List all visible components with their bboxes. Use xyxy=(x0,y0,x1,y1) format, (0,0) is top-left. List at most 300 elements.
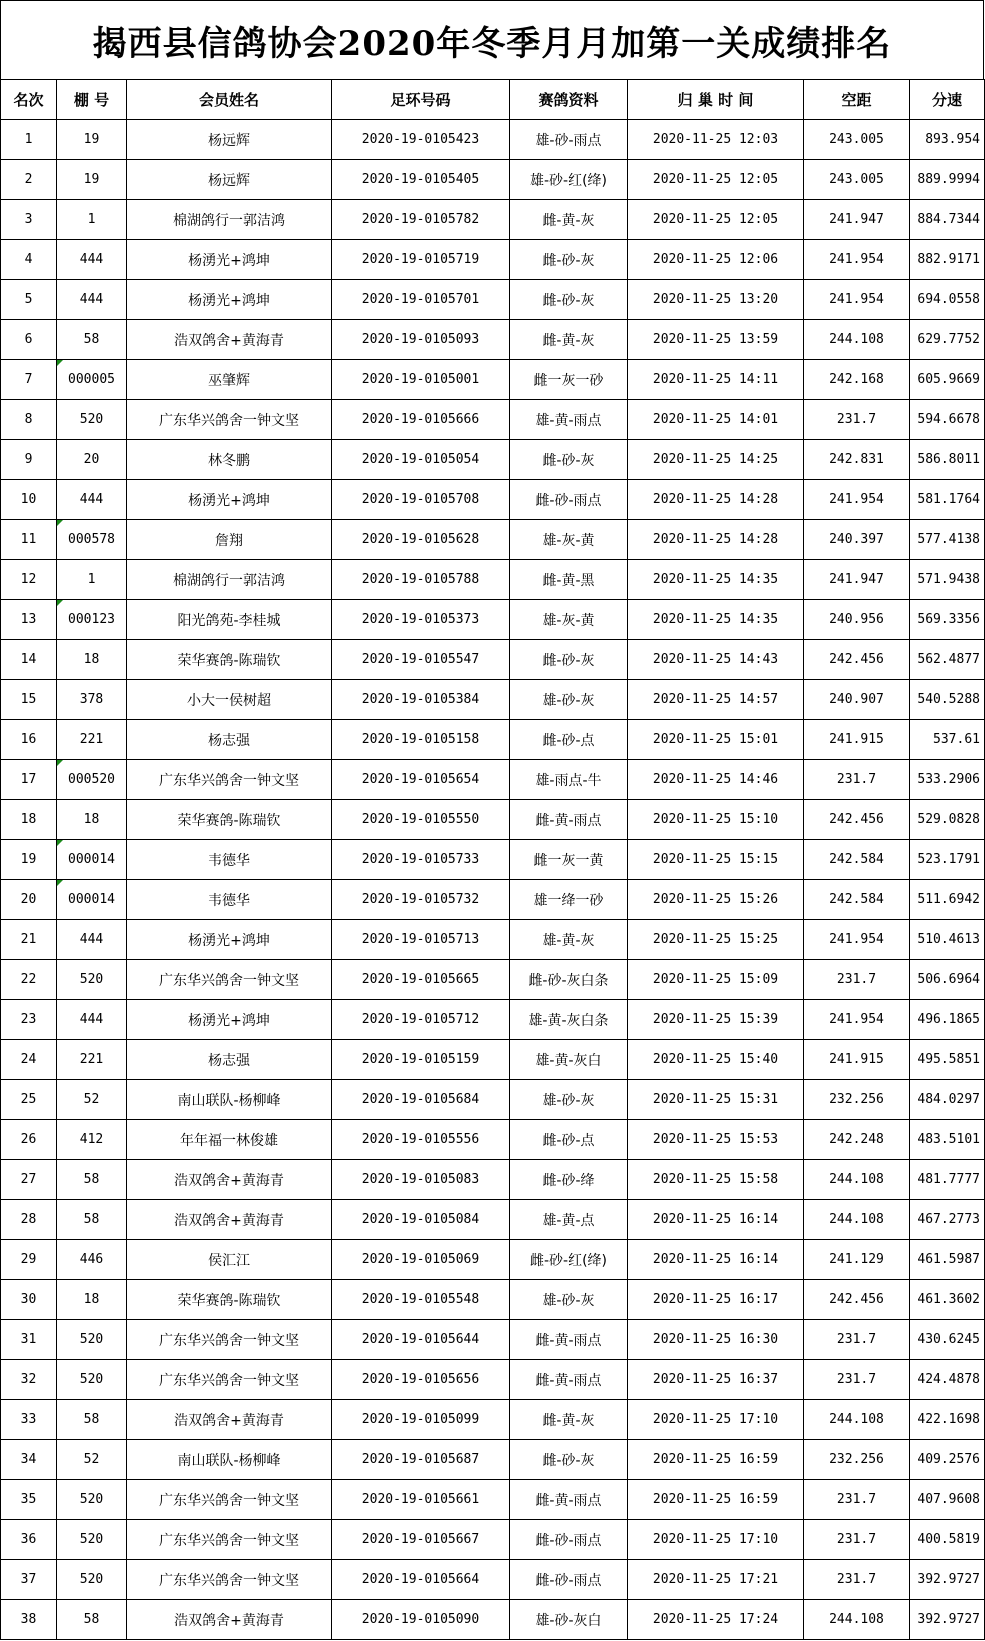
cell-arrival-time xyxy=(628,960,804,1000)
cell-member-name xyxy=(127,520,332,560)
cell-distance xyxy=(804,1440,910,1480)
cell-arrival-time-text: 2020-11-25 14:11 xyxy=(652,372,779,387)
cell-member-name-text: 广东华兴鸽舍一钟文坚 xyxy=(159,972,299,989)
cell-distance xyxy=(804,160,910,200)
cell-speed xyxy=(910,640,985,680)
cell-member-name xyxy=(127,440,332,480)
cell-rank xyxy=(1,1040,57,1080)
cell-speed-text: 540.5288 xyxy=(917,692,980,707)
cell-distance-text: 242.248 xyxy=(829,1132,884,1147)
cell-distance-text: 244.108 xyxy=(829,1172,884,1187)
cell-ring-number-text: 2020-19-0105384 xyxy=(361,692,480,707)
cell-member-name-text: 广东华兴鸽舍一钟文坚 xyxy=(159,1492,299,1509)
cell-ring-number xyxy=(332,200,510,240)
cell-loft xyxy=(57,1200,127,1240)
cell-rank xyxy=(1,640,57,680)
cell-member-name xyxy=(127,1120,332,1160)
cell-distance xyxy=(804,1400,910,1440)
cell-speed-text: 893.954 xyxy=(925,132,980,147)
cell-arrival-time-text: 2020-11-25 17:10 xyxy=(652,1532,779,1547)
cell-bird-info-text: 雄-砂-灰 xyxy=(542,1092,595,1109)
cell-distance xyxy=(804,280,910,320)
cell-speed xyxy=(910,440,985,480)
cell-ring-number-text: 2020-19-0105158 xyxy=(361,732,480,747)
cell-loft-text: 444 xyxy=(79,1012,104,1027)
cell-distance-text: 241.954 xyxy=(829,492,884,507)
cell-distance-text: 240.397 xyxy=(829,532,884,547)
cell-member-name-text: 巫肇辉 xyxy=(208,372,250,389)
cell-arrival-time xyxy=(628,240,804,280)
cell-loft-text: 444 xyxy=(79,932,104,947)
cell-rank xyxy=(1,800,57,840)
cell-loft xyxy=(57,960,127,1000)
cell-bird-info xyxy=(510,520,628,560)
cell-rank xyxy=(1,1280,57,1320)
cell-arrival-time xyxy=(628,520,804,560)
cell-speed xyxy=(910,840,985,880)
cell-arrival-time xyxy=(628,840,804,880)
cell-member-name xyxy=(127,960,332,1000)
cell-ring-number xyxy=(332,1160,510,1200)
cell-arrival-time xyxy=(628,200,804,240)
cell-speed-text: 424.4878 xyxy=(917,1372,980,1387)
cell-loft xyxy=(57,360,127,400)
cell-comment-marker xyxy=(57,760,63,766)
cell-arrival-time-text: 2020-11-25 13:20 xyxy=(652,292,779,307)
cell-member-name xyxy=(127,880,332,920)
cell-loft-text: 18 xyxy=(83,652,100,667)
cell-loft-text: 520 xyxy=(79,412,104,427)
cell-rank-text: 4 xyxy=(24,252,33,267)
cell-loft-text: 18 xyxy=(83,812,100,827)
cell-member-name-text: 林冬鹏 xyxy=(208,452,250,469)
cell-bird-info xyxy=(510,560,628,600)
cell-bird-info-text: 雄-砂-灰白 xyxy=(535,1612,602,1629)
cell-speed-text: 461.3602 xyxy=(917,1292,980,1307)
cell-rank xyxy=(1,1360,57,1400)
cell-speed xyxy=(910,1520,985,1560)
cell-member-name xyxy=(127,400,332,440)
cell-bird-info xyxy=(510,1120,628,1160)
cell-arrival-time xyxy=(628,1400,804,1440)
cell-arrival-time-text: 2020-11-25 12:05 xyxy=(652,212,779,227)
cell-bird-info-text: 雄一绛一砂 xyxy=(533,892,604,909)
cell-bird-info xyxy=(510,720,628,760)
cell-bird-info xyxy=(510,160,628,200)
cell-bird-info xyxy=(510,1240,628,1280)
cell-bird-info xyxy=(510,120,628,160)
cell-speed-text: 523.1791 xyxy=(917,852,980,867)
table-row xyxy=(1,1360,985,1400)
cell-loft xyxy=(57,1160,127,1200)
cell-member-name xyxy=(127,1480,332,1520)
cell-bird-info-text: 雌-黄-雨点 xyxy=(535,1372,602,1389)
cell-member-name xyxy=(127,720,332,760)
cell-distance xyxy=(804,1360,910,1400)
cell-ring-number xyxy=(332,360,510,400)
cell-distance-text: 231.7 xyxy=(836,1372,877,1387)
cell-arrival-time xyxy=(628,1200,804,1240)
cell-member-name xyxy=(127,1320,332,1360)
cell-distance xyxy=(804,560,910,600)
cell-rank xyxy=(1,480,57,520)
cell-arrival-time xyxy=(628,1440,804,1480)
header-distance: 空距 xyxy=(804,80,910,120)
cell-member-name-text: 小大一侯树超 xyxy=(187,692,271,709)
cell-bird-info xyxy=(510,1400,628,1440)
cell-loft-text: 58 xyxy=(83,1412,100,1427)
cell-distance-text: 242.456 xyxy=(829,1292,884,1307)
cell-speed xyxy=(910,120,985,160)
cell-speed-text: 629.7752 xyxy=(917,332,980,347)
cell-speed-text: 467.2773 xyxy=(917,1212,980,1227)
cell-loft-text: 000578 xyxy=(68,532,115,547)
cell-bird-info-text: 雌-黄-雨点 xyxy=(535,812,602,829)
cell-ring-number-text: 2020-19-0105001 xyxy=(361,372,480,387)
cell-ring-number xyxy=(332,1440,510,1480)
cell-distance-text: 242.584 xyxy=(829,892,884,907)
cell-arrival-time-text: 2020-11-25 12:03 xyxy=(652,132,779,147)
cell-distance xyxy=(804,1280,910,1320)
cell-bird-info-text: 雌-黄-雨点 xyxy=(535,1332,602,1349)
cell-comment-marker xyxy=(57,880,63,886)
cell-rank xyxy=(1,360,57,400)
table-row xyxy=(1,280,985,320)
cell-arrival-time-text: 2020-11-25 14:57 xyxy=(652,692,779,707)
cell-member-name-text: 荣华赛鸽-陈瑞钦 xyxy=(177,812,281,829)
cell-bird-info xyxy=(510,1280,628,1320)
table-row xyxy=(1,680,985,720)
cell-distance-text: 242.168 xyxy=(829,372,884,387)
cell-distance xyxy=(804,1320,910,1360)
cell-loft xyxy=(57,1080,127,1120)
cell-arrival-time xyxy=(628,1560,804,1600)
cell-arrival-time-text: 2020-11-25 14:28 xyxy=(652,492,779,507)
table-row xyxy=(1,520,985,560)
cell-ring-number-text: 2020-19-0105656 xyxy=(361,1372,480,1387)
cell-speed-text: 605.9669 xyxy=(917,372,980,387)
cell-distance-text: 231.7 xyxy=(836,972,877,987)
cell-member-name-text: 杨志强 xyxy=(208,1052,250,1069)
cell-ring-number-text: 2020-19-0105664 xyxy=(361,1572,480,1587)
cell-loft xyxy=(57,1320,127,1360)
cell-ring-number xyxy=(332,1600,510,1640)
cell-rank xyxy=(1,720,57,760)
cell-member-name xyxy=(127,1560,332,1600)
cell-loft-text: 19 xyxy=(83,132,100,147)
cell-bird-info-text: 雌-砂-绛 xyxy=(542,1172,595,1189)
cell-member-name-text: 荣华赛鸽-陈瑞钦 xyxy=(177,652,281,669)
cell-loft xyxy=(57,120,127,160)
cell-speed-text: 496.1865 xyxy=(917,1012,980,1027)
cell-speed xyxy=(910,1040,985,1080)
cell-speed xyxy=(910,960,985,1000)
cell-ring-number-text: 2020-19-0105423 xyxy=(361,132,480,147)
cell-distance xyxy=(804,360,910,400)
cell-arrival-time-text: 2020-11-25 16:14 xyxy=(652,1252,779,1267)
cell-rank-text: 33 xyxy=(20,1412,37,1427)
cell-ring-number xyxy=(332,1480,510,1520)
cell-arrival-time xyxy=(628,280,804,320)
cell-rank-text: 28 xyxy=(20,1212,37,1227)
cell-rank xyxy=(1,560,57,600)
cell-member-name xyxy=(127,240,332,280)
cell-arrival-time xyxy=(628,1480,804,1520)
cell-ring-number-text: 2020-19-0105090 xyxy=(361,1612,480,1627)
cell-bird-info-text: 雄-灰-黄 xyxy=(542,612,595,629)
cell-arrival-time xyxy=(628,560,804,600)
cell-ring-number-text: 2020-19-0105661 xyxy=(361,1492,480,1507)
cell-speed xyxy=(910,520,985,560)
cell-ring-number-text: 2020-19-0105667 xyxy=(361,1532,480,1547)
cell-bird-info-text: 雌-砂-灰 xyxy=(542,252,595,269)
cell-distance xyxy=(804,1160,910,1200)
cell-distance-text: 231.7 xyxy=(836,772,877,787)
table-row xyxy=(1,1280,985,1320)
cell-speed-text: 407.9608 xyxy=(917,1492,980,1507)
cell-ring-number xyxy=(332,520,510,560)
header-rank: 名次 xyxy=(1,80,57,120)
cell-speed xyxy=(910,360,985,400)
cell-distance-text: 242.831 xyxy=(829,452,884,467)
cell-bird-info-text: 雌一灰一砂 xyxy=(533,372,604,389)
cell-bird-info xyxy=(510,240,628,280)
cell-member-name-text: 杨湧光+鸿坤 xyxy=(188,492,270,509)
cell-distance-text: 242.456 xyxy=(829,652,884,667)
cell-loft-text: 444 xyxy=(79,252,104,267)
cell-member-name-text: 杨湧光+鸿坤 xyxy=(188,932,270,949)
cell-ring-number-text: 2020-19-0105687 xyxy=(361,1452,480,1467)
header-arrival-time: 归 巢 时 间 xyxy=(628,80,804,120)
cell-loft xyxy=(57,200,127,240)
cell-distance-text: 232.256 xyxy=(829,1452,884,1467)
cell-bird-info-text: 雌-砂-灰 xyxy=(542,452,595,469)
cell-rank-text: 9 xyxy=(24,452,33,467)
cell-ring-number-text: 2020-19-0105665 xyxy=(361,972,480,987)
cell-speed-text: 594.6678 xyxy=(917,412,980,427)
cell-arrival-time-text: 2020-11-25 16:59 xyxy=(652,1452,779,1467)
cell-distance xyxy=(804,1080,910,1120)
cell-loft-text: 444 xyxy=(79,292,104,307)
cell-member-name xyxy=(127,1440,332,1480)
cell-comment-marker xyxy=(57,840,63,846)
cell-member-name-text: 杨远辉 xyxy=(208,132,250,149)
cell-distance-text: 243.005 xyxy=(829,172,884,187)
cell-arrival-time-text: 2020-11-25 16:14 xyxy=(652,1212,779,1227)
table-row xyxy=(1,600,985,640)
table-row xyxy=(1,960,985,1000)
cell-rank-text: 10 xyxy=(20,492,37,507)
table-body xyxy=(1,120,985,1640)
cell-speed xyxy=(910,760,985,800)
cell-ring-number xyxy=(332,840,510,880)
cell-distance xyxy=(804,760,910,800)
cell-bird-info xyxy=(510,1600,628,1640)
cell-rank-text: 27 xyxy=(20,1172,37,1187)
cell-member-name-text: 韦德华 xyxy=(208,852,250,869)
cell-ring-number xyxy=(332,400,510,440)
cell-speed xyxy=(910,1400,985,1440)
table-row xyxy=(1,480,985,520)
cell-rank xyxy=(1,840,57,880)
table-row xyxy=(1,720,985,760)
cell-rank-text: 31 xyxy=(20,1332,37,1347)
cell-member-name-text: 浩双鸽舍+黄海青 xyxy=(174,332,284,349)
cell-member-name xyxy=(127,680,332,720)
cell-speed xyxy=(910,1120,985,1160)
cell-bird-info xyxy=(510,1040,628,1080)
cell-member-name-text: 韦德华 xyxy=(208,892,250,909)
cell-arrival-time-text: 2020-11-25 12:05 xyxy=(652,172,779,187)
cell-rank-text: 24 xyxy=(20,1052,37,1067)
cell-rank-text: 1 xyxy=(24,132,33,147)
cell-ring-number xyxy=(332,1200,510,1240)
cell-member-name xyxy=(127,120,332,160)
cell-arrival-time-text: 2020-11-25 14:01 xyxy=(652,412,779,427)
cell-rank xyxy=(1,680,57,720)
cell-distance xyxy=(804,880,910,920)
cell-speed xyxy=(910,160,985,200)
cell-arrival-time xyxy=(628,1160,804,1200)
cell-member-name-text: 广东华兴鸽舍一钟文坚 xyxy=(159,772,299,789)
cell-distance-text: 231.7 xyxy=(836,1492,877,1507)
table-row xyxy=(1,640,985,680)
cell-speed xyxy=(910,480,985,520)
cell-rank xyxy=(1,520,57,560)
cell-rank-text: 12 xyxy=(20,572,37,587)
cell-speed xyxy=(910,680,985,720)
cell-ring-number-text: 2020-19-0105712 xyxy=(361,1012,480,1027)
cell-bird-info-text: 雄-黄-点 xyxy=(542,1212,595,1229)
cell-ring-number-text: 2020-19-0105701 xyxy=(361,292,480,307)
cell-member-name-text: 广东华兴鸽舍一钟文坚 xyxy=(159,1372,299,1389)
cell-loft-text: 520 xyxy=(79,1372,104,1387)
table-row xyxy=(1,1200,985,1240)
cell-arrival-time xyxy=(628,120,804,160)
cell-arrival-time-text: 2020-11-25 15:53 xyxy=(652,1132,779,1147)
cell-arrival-time xyxy=(628,440,804,480)
cell-member-name xyxy=(127,1360,332,1400)
header-speed: 分速 xyxy=(910,80,985,120)
cell-bird-info xyxy=(510,640,628,680)
cell-rank xyxy=(1,960,57,1000)
cell-member-name xyxy=(127,160,332,200)
cell-member-name-text: 荣华赛鸽-陈瑞钦 xyxy=(177,1292,281,1309)
cell-loft-text: 446 xyxy=(79,1252,104,1267)
table-row xyxy=(1,560,985,600)
cell-rank-text: 22 xyxy=(20,972,37,987)
cell-speed xyxy=(910,200,985,240)
cell-rank-text: 19 xyxy=(20,852,37,867)
cell-rank xyxy=(1,880,57,920)
table-row xyxy=(1,1440,985,1480)
cell-loft-text: 000014 xyxy=(68,892,115,907)
cell-speed xyxy=(910,1080,985,1120)
cell-distance xyxy=(804,960,910,1000)
cell-rank xyxy=(1,280,57,320)
cell-speed xyxy=(910,1600,985,1640)
header-loft: 棚 号 xyxy=(57,80,127,120)
cell-loft xyxy=(57,600,127,640)
table-row xyxy=(1,1400,985,1440)
cell-ring-number xyxy=(332,1000,510,1040)
cell-loft-text: 520 xyxy=(79,1332,104,1347)
cell-arrival-time xyxy=(628,1120,804,1160)
cell-bird-info xyxy=(510,840,628,880)
cell-loft xyxy=(57,1000,127,1040)
cell-arrival-time-text: 2020-11-25 15:39 xyxy=(652,1012,779,1027)
cell-speed-text: 392.9727 xyxy=(917,1572,980,1587)
cell-bird-info-text: 雌-黄-黑 xyxy=(542,572,595,589)
cell-speed-text: 392.9727 xyxy=(917,1612,980,1627)
cell-speed xyxy=(910,320,985,360)
cell-ring-number xyxy=(332,1040,510,1080)
cell-loft xyxy=(57,1480,127,1520)
cell-ring-number-text: 2020-19-0105547 xyxy=(361,652,480,667)
cell-member-name-text: 浩双鸽舍+黄海青 xyxy=(174,1612,284,1629)
cell-bird-info-text: 雌一灰一黄 xyxy=(533,852,604,869)
cell-rank-text: 29 xyxy=(20,1252,37,1267)
cell-bird-info-text: 雄-砂-雨点 xyxy=(535,132,602,149)
cell-ring-number xyxy=(332,120,510,160)
cell-bird-info-text: 雄-砂-红(绛) xyxy=(529,172,608,189)
cell-distance xyxy=(804,1040,910,1080)
cell-member-name xyxy=(127,280,332,320)
table-row xyxy=(1,1240,985,1280)
cell-ring-number xyxy=(332,1520,510,1560)
cell-rank xyxy=(1,120,57,160)
cell-loft xyxy=(57,1360,127,1400)
cell-ring-number-text: 2020-19-0105548 xyxy=(361,1292,480,1307)
cell-rank xyxy=(1,160,57,200)
cell-bird-info-text: 雌-黄-灰 xyxy=(542,212,595,229)
cell-member-name xyxy=(127,1520,332,1560)
cell-speed-text: 506.6964 xyxy=(917,972,980,987)
cell-ring-number xyxy=(332,1560,510,1600)
cell-loft-text: 58 xyxy=(83,1172,100,1187)
cell-rank-text: 36 xyxy=(20,1532,37,1547)
cell-loft-text: 58 xyxy=(83,332,100,347)
cell-arrival-time xyxy=(628,1280,804,1320)
cell-arrival-time xyxy=(628,480,804,520)
cell-member-name xyxy=(127,360,332,400)
cell-loft xyxy=(57,440,127,480)
cell-member-name xyxy=(127,800,332,840)
cell-distance xyxy=(804,320,910,360)
cell-speed-text: 884.7344 xyxy=(917,212,980,227)
cell-loft-text: 000520 xyxy=(68,772,115,787)
cell-speed xyxy=(910,1360,985,1400)
cell-rank xyxy=(1,240,57,280)
cell-ring-number xyxy=(332,560,510,600)
cell-ring-number xyxy=(332,1320,510,1360)
cell-speed-text: 882.9171 xyxy=(917,252,980,267)
cell-bird-info xyxy=(510,200,628,240)
cell-arrival-time-text: 2020-11-25 14:43 xyxy=(652,652,779,667)
cell-speed-text: 430.6245 xyxy=(917,1332,980,1347)
cell-speed-text: 422.1698 xyxy=(917,1412,980,1427)
cell-arrival-time-text: 2020-11-25 15:31 xyxy=(652,1092,779,1107)
cell-loft xyxy=(57,160,127,200)
cell-arrival-time xyxy=(628,1320,804,1360)
cell-rank-text: 6 xyxy=(24,332,33,347)
cell-bird-info-text: 雌-砂-灰 xyxy=(542,652,595,669)
cell-distance-text: 244.108 xyxy=(829,1612,884,1627)
cell-rank-text: 38 xyxy=(20,1612,37,1627)
cell-distance-text: 244.108 xyxy=(829,332,884,347)
cell-bird-info xyxy=(510,1440,628,1480)
cell-distance xyxy=(804,640,910,680)
